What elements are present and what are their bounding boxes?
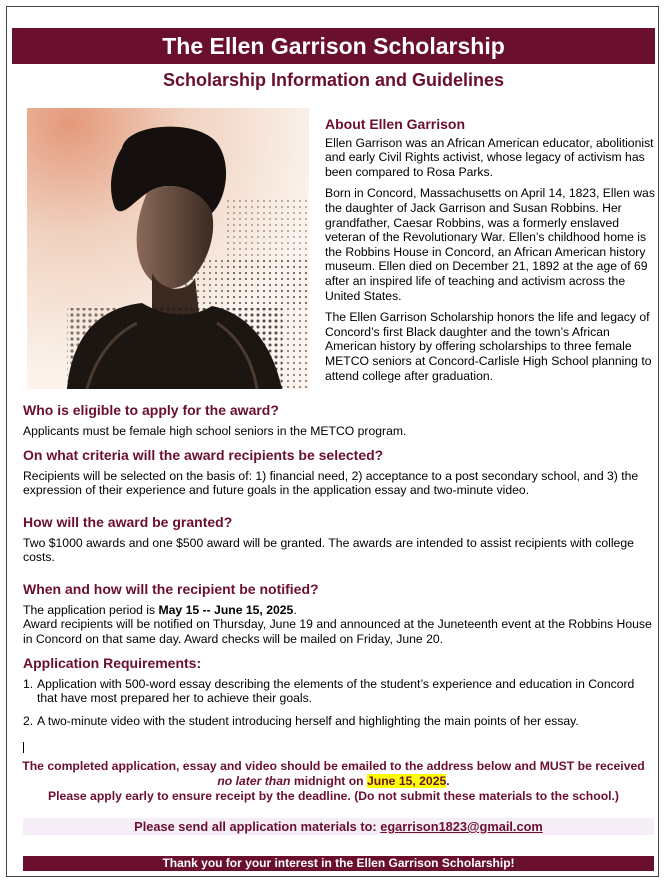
footer-text: Thank you for your interest in the Ellen Garrison Scholarship! [162,856,515,870]
notification-text: Award recipients will be notified on Thursday, June 19 and announced at the Juneteenth event at the Robbins House in Concord on that same day. Award checks will be mailed on Friday, June 20. [23,617,652,646]
eligibility-heading: Who is eligible to apply for the award? [23,402,279,418]
notification-section [23,582,653,646]
eligibility-text: Applicants must be female high school seniors in the METCO program. [23,423,407,438]
application-period [23,603,653,618]
email-link[interactable]: egarrison1823@gmail.com [380,819,543,834]
text-cursor [23,742,24,753]
granted-section [23,515,653,565]
period-dates: May 15 -- June 15, 2025 [158,602,294,617]
list-item-text: A two-minute video with the student introducing herself and highlighting the main points of her essay. [37,713,579,728]
eligibility-section [23,403,653,438]
deadline-highlight: June 15, 2025 [366,774,447,788]
requirements-section [23,656,653,736]
notification-heading: When and how will the recipient be notified? [23,581,319,597]
deadline-notice [17,759,650,804]
period-suffix: . [293,602,297,617]
criteria-section [23,448,653,498]
period-prefix: The application period is [23,602,159,617]
page-title: The Ellen Garrison Scholarship [162,33,505,59]
list-item [23,714,653,729]
flyer-page [6,6,659,877]
list-item-text: Application with 500-word essay describing the elements of the student’s experience and education in Concord that have most prepared her to achieve their goals. [37,676,635,706]
notice-text-b: midnight on [290,774,367,788]
portrait-halftone-graphic [27,108,309,389]
about-section [325,117,655,390]
criteria-text: Recipients will be selected on the basis of: 1) financial need, 2) acceptance to a post secondary school, and 3) the expression of their experience and future goals in the application essay and two-minute video. [23,468,639,498]
notice-emphasis: no later than [217,774,291,788]
footer-banner [23,856,654,871]
portrait-image [27,108,309,389]
about-paragraph-2: Born in Concord, Massachusetts on April 14, 1823, Ellen was the daughter of Jack Garrison and Susan Robbins. Her grandfather, Caesar Robbins, was a formerly enslaved veteran of the Revolutionary War. Ellen’s childhood home is the Robbins House in Concord, an African American history museum. Ellen died on December 21, 1892 at the age of 69 after an inspired life of teaching and activism across the United States. [325,186,655,303]
send-label: Please send all application materials to: [134,819,381,834]
notice-text-c: . [446,774,450,788]
send-materials-bar [23,818,654,835]
about-paragraph-1: Ellen Garrison was an African American educator, abolitionist and early Civil Rights activist, whose legacy of activism has been compared to Rosa Parks. [325,135,654,179]
page-subtitle: Scholarship Information and Guidelines [162,70,505,90]
notice-line-2: Please apply early to ensure receipt by the deadline. (Do not submit these materials to the school.) [48,789,619,803]
requirements-list [23,677,653,729]
criteria-heading: On what criteria will the award recipients be selected? [23,447,384,463]
list-item-number: 1. [23,676,34,691]
list-item-number: 2. [23,713,34,728]
requirements-heading: Application Requirements: [23,655,202,671]
notice-line-1 [17,759,650,789]
list-item [23,677,653,706]
granted-text: Two $1000 awards and one $500 award will be granted. The awards are intended to assist recipients with college costs. [23,535,634,565]
granted-heading: How will the award be granted? [23,514,233,530]
about-heading: About Ellen Garrison [325,116,466,132]
about-paragraph-3: The Ellen Garrison Scholarship honors the life and legacy of Concord’s first Black daughter and the town’s African American history by offering scholarships to three female METCO seniors at Concord-Carlisle High School planning to attend college after graduation. [325,310,652,383]
title-banner [12,28,655,64]
notice-text-a: The completed application, essay and video should be emailed to the address below and MUST be received [22,759,645,773]
